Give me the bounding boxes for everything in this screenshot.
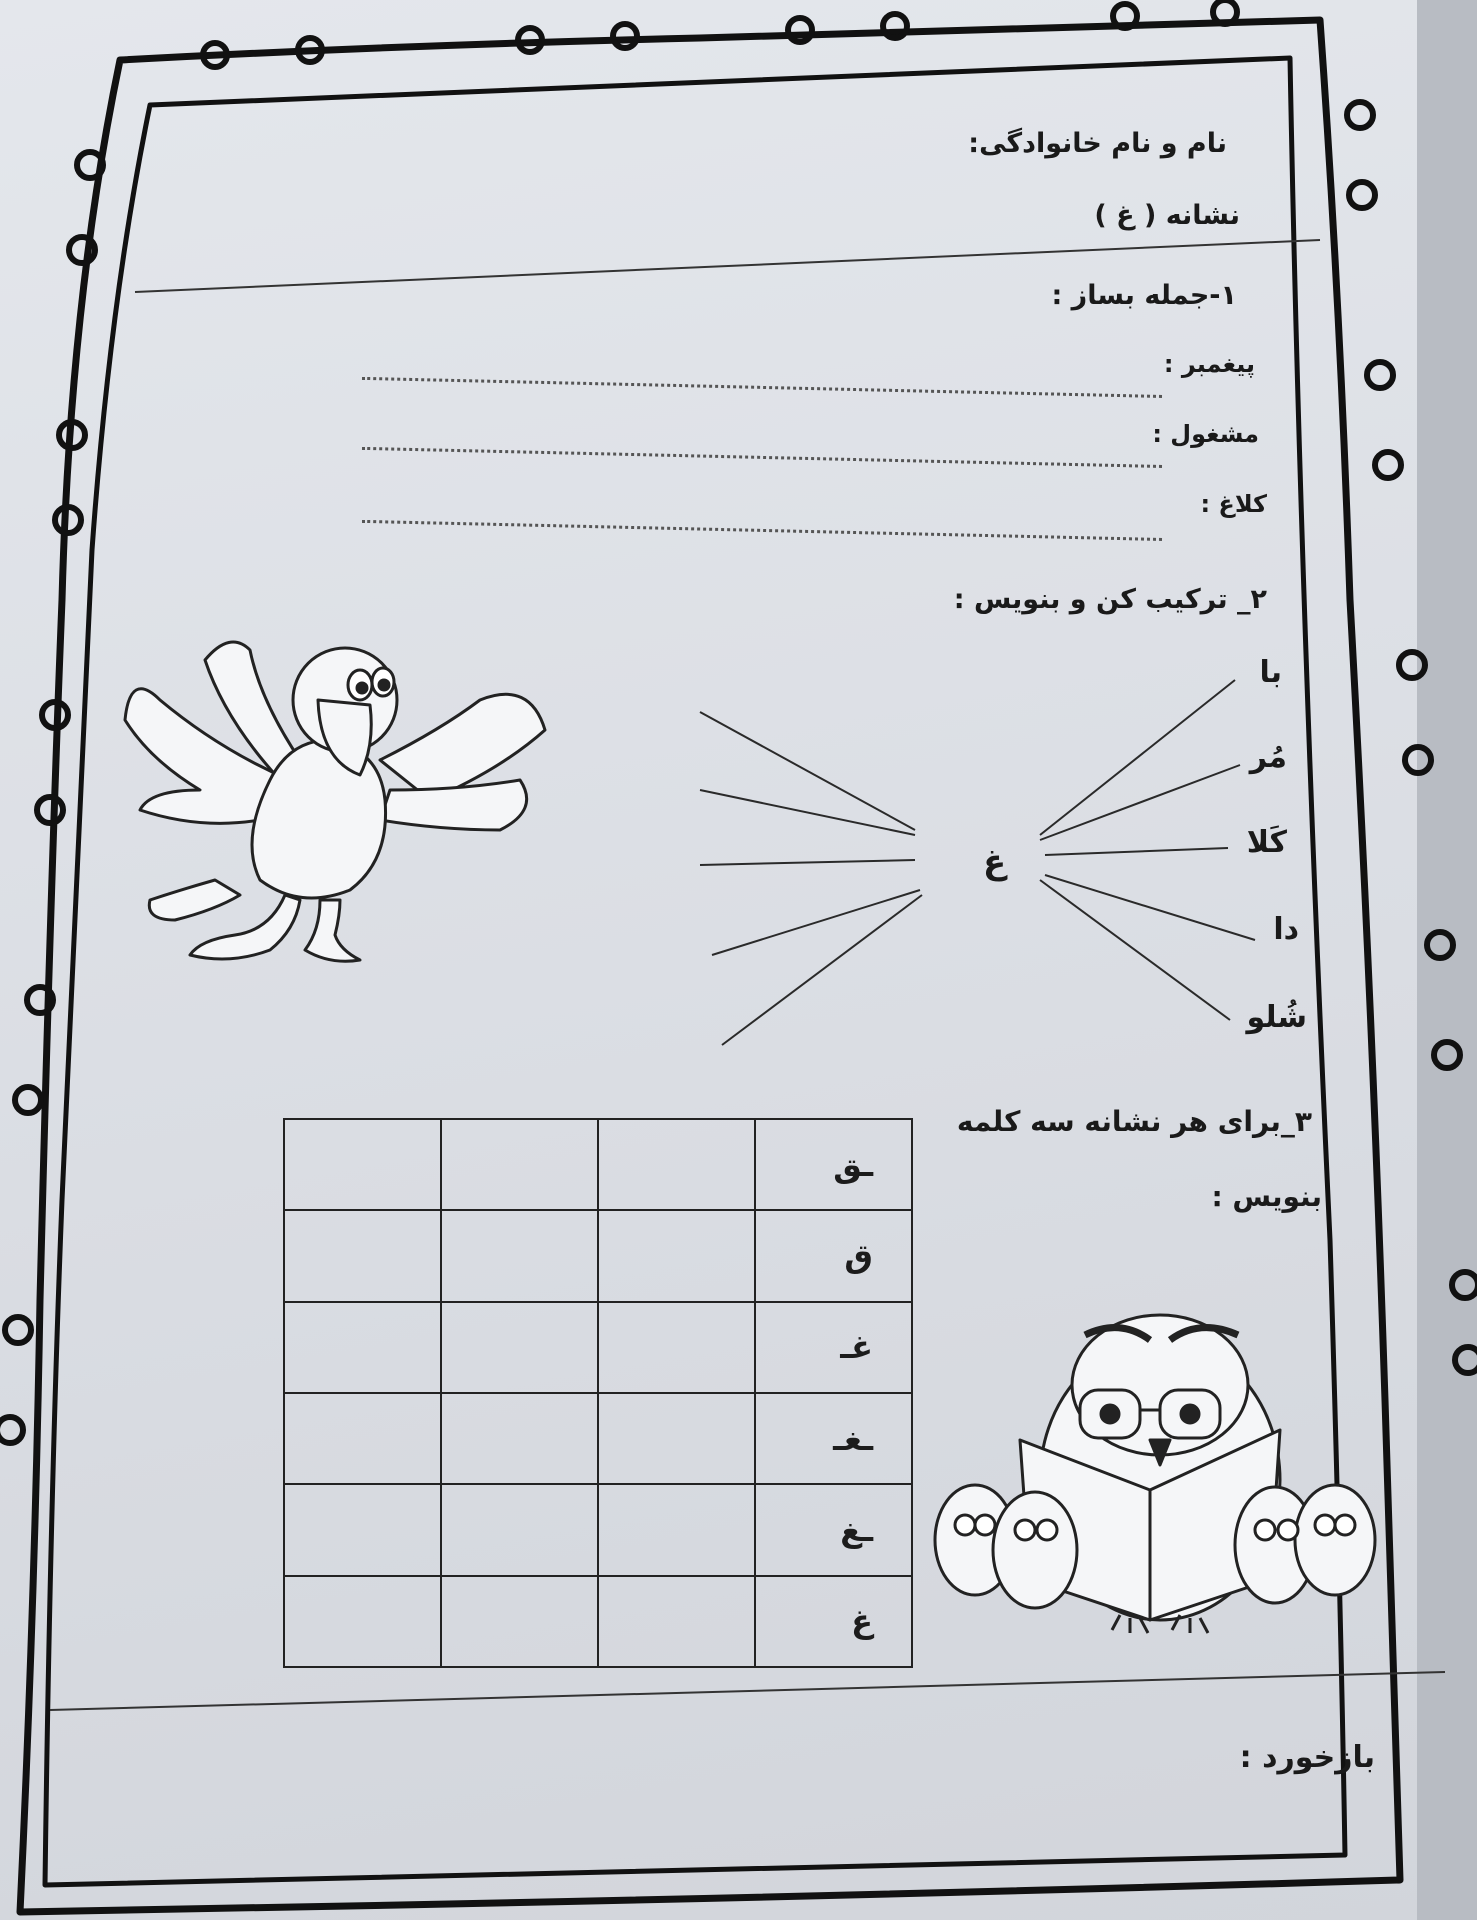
section3-title-line2: بنویس : <box>1211 1180 1322 1213</box>
row-letter: ـغـ <box>755 1393 912 1484</box>
word-kalagh: کلاغ : <box>1200 490 1267 518</box>
part-mor: مُر <box>1249 740 1287 775</box>
row-letter: ـغ <box>755 1484 912 1575</box>
row-letter: ق <box>755 1210 912 1301</box>
row-letter: ـق <box>755 1119 912 1210</box>
part-da: دا <box>1273 912 1299 947</box>
sign-title: نشانه ( غ ) <box>1094 200 1240 231</box>
row-letter: غ <box>755 1576 912 1667</box>
part-sholo: شُلو <box>1246 1000 1307 1035</box>
section3-title: ۳_برای هر نشانه سه کلمه <box>956 1105 1312 1138</box>
section1-title: ۱-جمله بساز : <box>1051 280 1237 311</box>
center-letter: غ <box>983 842 1007 882</box>
name-field-label: نام و نام خانوادگی: <box>968 128 1227 159</box>
row-letter: غـ <box>755 1302 912 1393</box>
feedback-label: بازخورد : <box>1239 1740 1375 1775</box>
part-kala: کَلا <box>1246 825 1287 860</box>
section2-title: ۲_ ترکیب کن و بنویس : <box>953 584 1267 615</box>
word-payghambar: پیغمبر : <box>1163 350 1255 378</box>
word-mashghool: مشغول : <box>1152 420 1259 448</box>
part-ba: با <box>1259 655 1282 690</box>
